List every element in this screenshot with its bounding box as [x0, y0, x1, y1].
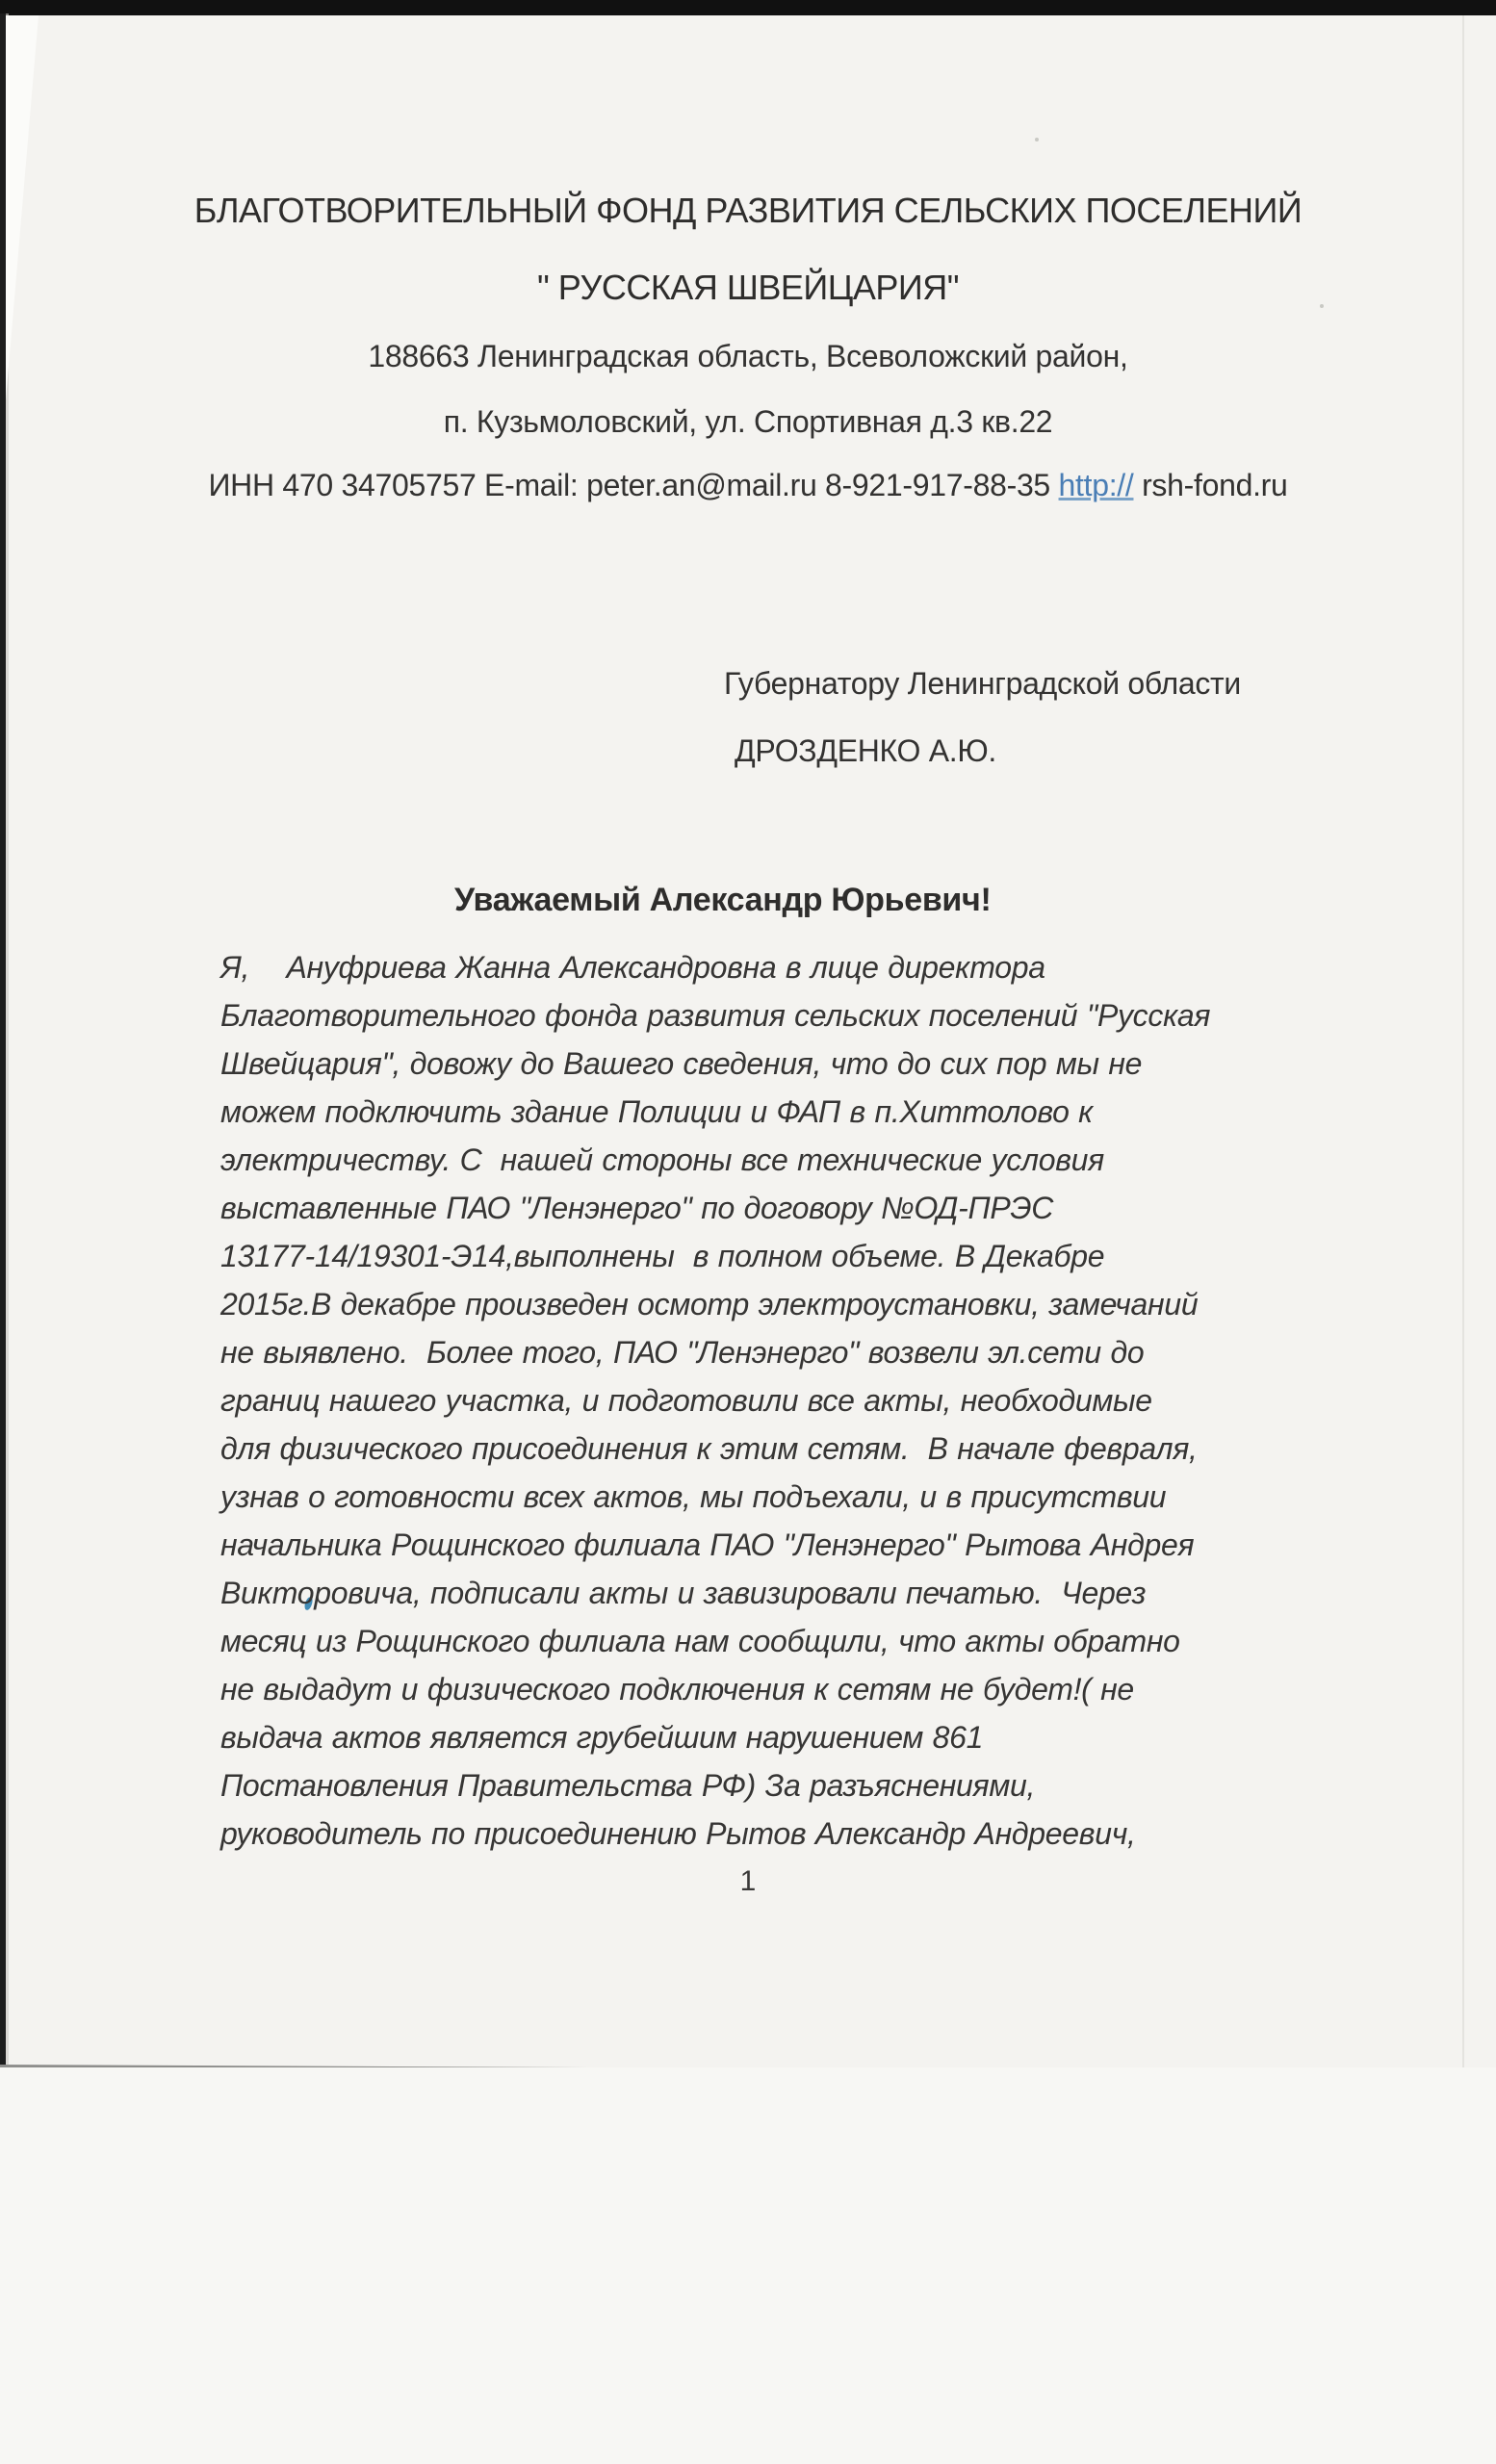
body-line: начальника Рощинского филиала ПАО "Ленэнерго" Рытова Андрея [220, 1527, 1195, 1562]
page-number: 1 [739, 1865, 757, 1897]
org-address-line1: 188663 Ленинградская область, Всеволожский район, [368, 339, 1128, 373]
addressee-title: Губернатору Ленинградской области [724, 666, 1241, 701]
body-line: Я, Ануфриева Жанна Александровна в лице директора [220, 950, 1045, 985]
body-line: электричеству. С нашей стороны все технические условия [220, 1142, 1104, 1177]
body-line: можем подключить здание Полиции и ФАП в п.Хиттолово к [220, 1094, 1093, 1129]
org-quoted-name: " РУССКАЯ ШВЕЙЦАРИЯ" [536, 268, 960, 307]
addressee-name: ДРОЗДЕНКО А.Ю. [735, 733, 996, 768]
body-line: 2015г.В декабре произведен осмотр электроустановки, замечаний [220, 1287, 1199, 1322]
scanner-edge-top [0, 0, 1496, 15]
scan-speck [1035, 138, 1039, 141]
org-name: БЛАГОТВОРИТЕЛЬНЫЙ ФОНД РАЗВИТИЯ СЕЛЬСКИХ ПОСЕЛЕНИЙ [193, 191, 1303, 230]
body-line: Швейцария", довожу до Вашего сведения, что до сих пор мы не [220, 1046, 1143, 1081]
body-line: Викторовича, подписали акты и завизировали печатью. Через [220, 1576, 1147, 1610]
body-line: месяц из Рощинского филиала нам сообщили, что акты обратно [220, 1624, 1180, 1658]
body-line: Постановления Правительства РФ) За разъяснениями, [220, 1768, 1036, 1803]
url-domain: rsh-fond.ru [1133, 468, 1288, 502]
body-line: узнав о готовности всех актов, мы подъехали, и в присутствии [220, 1479, 1167, 1514]
body-line: границ нашего участка, и подготовили все акты, необходимые [220, 1383, 1152, 1418]
org-inn-email-phone: ИНН 470 34705757 E-mail: peter.an@mail.ru 8-921-917-88-35 [208, 468, 1059, 502]
body-line: не выявлено. Более того, ПАО "Ленэнерго" возвели эл.сети до [220, 1335, 1145, 1370]
page-fold-line [1462, 15, 1464, 2067]
org-contacts-line [0, 468, 1496, 503]
body-line: не выдадут и физического подключения к сетям не будет!( не [220, 1672, 1134, 1707]
body-line: для физического присоединения к этим сетям. В начале февраля, [220, 1431, 1198, 1466]
body-line: руководитель по присоединению Рытов Александр Андреевич, [220, 1816, 1136, 1851]
body-line: выставленные ПАО "Ленэнерго" по договору №ОД-ПРЭС [220, 1191, 1054, 1225]
letter-body [220, 943, 1433, 1858]
org-address-line2: п. Кузьмоловский, ул. Спортивная д.3 кв.22 [443, 404, 1053, 439]
body-line: выдача актов является грубейшим нарушением 861 [220, 1720, 984, 1755]
url-scheme-link: http:// [1058, 468, 1134, 502]
next-sheet-region [0, 2067, 1496, 2464]
salutation: Уважаемый Александр Юрьевич! [454, 882, 992, 918]
body-line: 13177-14/19301-Э14,выполнены в полном объеме. В Декабре [220, 1239, 1105, 1273]
body-line: Благотворительного фонда развития сельских поселений "Русская [220, 998, 1211, 1033]
